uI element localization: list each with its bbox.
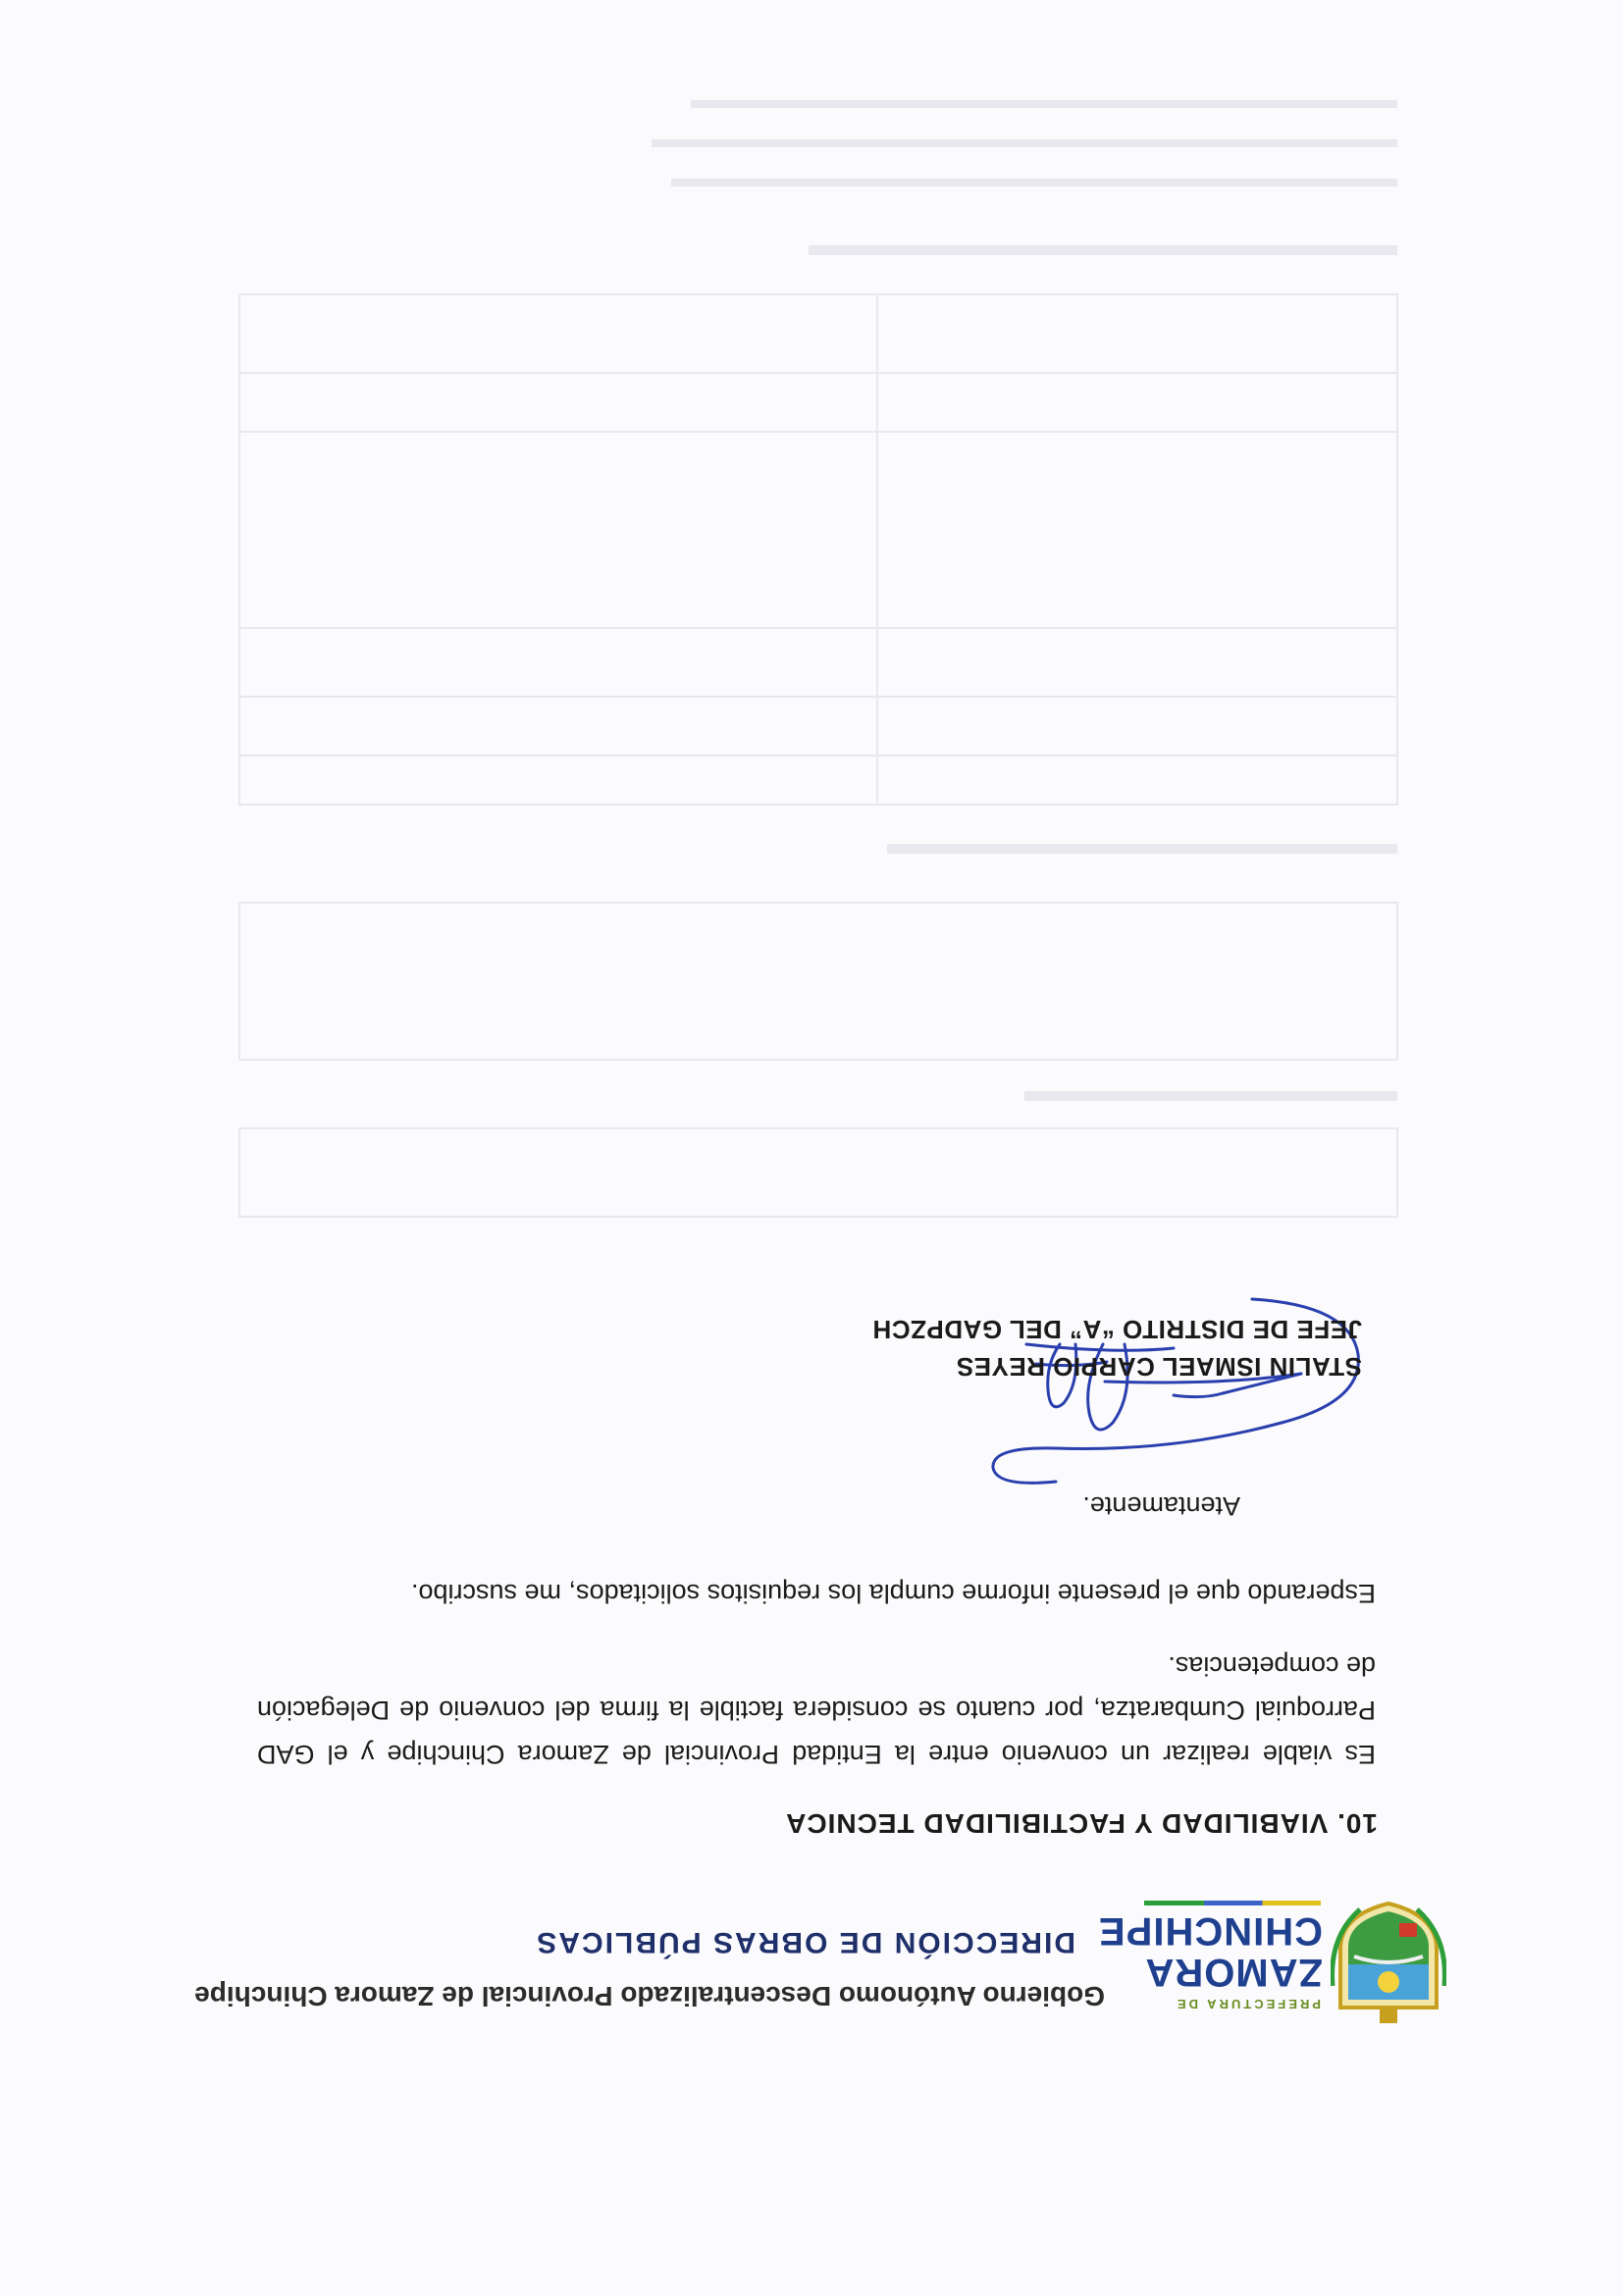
signer-role: JEFE DE DISTRITO “A” DEL GADPZCH <box>872 1315 1362 1344</box>
signer-name: STALIN ISMAEL CARPIO REYES <box>956 1352 1362 1382</box>
logo-color-bar <box>1144 1901 1321 1905</box>
institution-name: Gobierno Autónomo Descentralizado Provincial de Zamora Chinchipe <box>194 1981 1105 2011</box>
section-paragraph: Es viable realizar un convenio entre la Entidad Provincial de Zamora Chinchipe y el GAD Parroquial Cumbaratza, por cuanto se considera factible la firma del convenio de Delegación de competencias. <box>257 1651 1376 1769</box>
department-name: DIRECCIÓN DE OBRAS PÚBLICAS <box>535 1926 1075 1958</box>
closing-paragraph: Esperando que el presente informe cumpla los requisitos solicitados, me suscribo. <box>411 1579 1376 1608</box>
document-header <box>171 1896 1446 2033</box>
header-text <box>173 1925 1105 2011</box>
logo-subtitle: PREFECTURA DE <box>1174 1997 1321 2011</box>
logo-title-line1: ZAMORA <box>1144 1951 1323 1994</box>
coat-of-arms-icon <box>1331 1900 1446 2025</box>
section-title: 10. VIABILIDAD Y FACTIBILIDAD TECNICA <box>785 1808 1378 1839</box>
logo-title-line2: CHINCHIPE <box>1097 1909 1323 1953</box>
prefectura-logo <box>1097 1896 1446 2033</box>
closing-regards: Atentamente. <box>1082 1491 1240 1521</box>
